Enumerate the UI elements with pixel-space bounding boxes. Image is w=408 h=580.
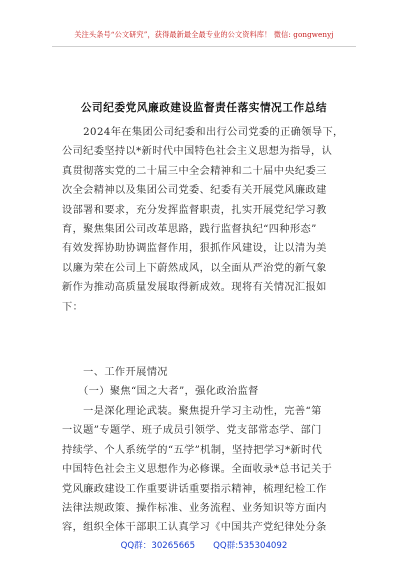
paragraph-line: 次全会精神以及集团公司党委、纪委有关开展党风廉政建 — [62, 185, 327, 197]
paragraph-line: 党风廉政建设工作重要讲话重要指示精神，梳理纪检工作 — [62, 483, 327, 495]
paragraph-intro — [62, 123, 354, 317]
section-heading — [62, 363, 354, 382]
paragraph-line: 育，聚焦集团公司改革思路，践行监督执纪“四种形态” — [62, 223, 317, 235]
paragraph-line: 2024年在集团公司纪委和出行公司党委的正确领导下， — [62, 127, 344, 138]
paragraph-line: 容，组织全体干部职工认真学习《中国共产党纪律处分条 — [62, 522, 327, 534]
subsection-heading — [62, 382, 354, 401]
header-divider — [52, 46, 356, 47]
paragraph-line: 法律法规政策、操作标准、业务流程、业务知识等方面内 — [62, 502, 327, 514]
qq-group-1: QQ群：30265665 — [120, 541, 196, 551]
section-heading-text: 一、工作开展情况 — [62, 367, 168, 378]
paragraph-line: 有效发挥协助协调监督作用，狠抓作风建设，让以清为美 — [62, 243, 327, 255]
paragraph-line: 设部署和要求，充分发挥监督职责，扎实开展党纪学习教 — [62, 204, 327, 216]
subsection-heading-text: （一）聚焦“国之大者”，强化政治监督 — [62, 386, 259, 397]
paragraph-line: 一是深化理论武装。聚焦提升学习主动性，完善“第 — [62, 406, 322, 417]
promo-banner: 关注头条号“公文研究”，获得最新最全最专业的公文资料库！ 微信: gongwenyj — [74, 30, 334, 39]
footer-contact — [0, 539, 408, 551]
paragraph-line: 持续学、个人系统学的“五学”机制，坚持把学习*新时代 — [62, 444, 323, 456]
paragraph-line: 一议题”专题学、班子成员引领学、党支部常态学、部门 — [62, 425, 322, 437]
paragraph-line: 下： — [62, 301, 84, 313]
paragraph-line: 以廉为荣在公司上下蔚然成风，以全面从严治党的新气象 — [62, 262, 327, 274]
paragraph-line: 真贯彻落实党的二十届三中全会精神和二十届中央纪委三 — [62, 165, 327, 177]
paragraph-line: 公司纪委坚持以*新时代中国特色社会主义思想为指导，认 — [62, 146, 333, 158]
qq-group-2: QQ群:535304092 — [213, 541, 288, 551]
paragraph-line: 中国特色社会主义思想作为必修课。全面收录*总书记关于 — [62, 464, 333, 476]
document-title: 公司纪委党风廉政建设监督责任落实情况工作总结 — [80, 102, 328, 114]
paragraph-line: 新作为推动高质量发展取得新成效。现将有关情况汇报如 — [62, 282, 327, 294]
paragraph-theory — [62, 402, 354, 538]
